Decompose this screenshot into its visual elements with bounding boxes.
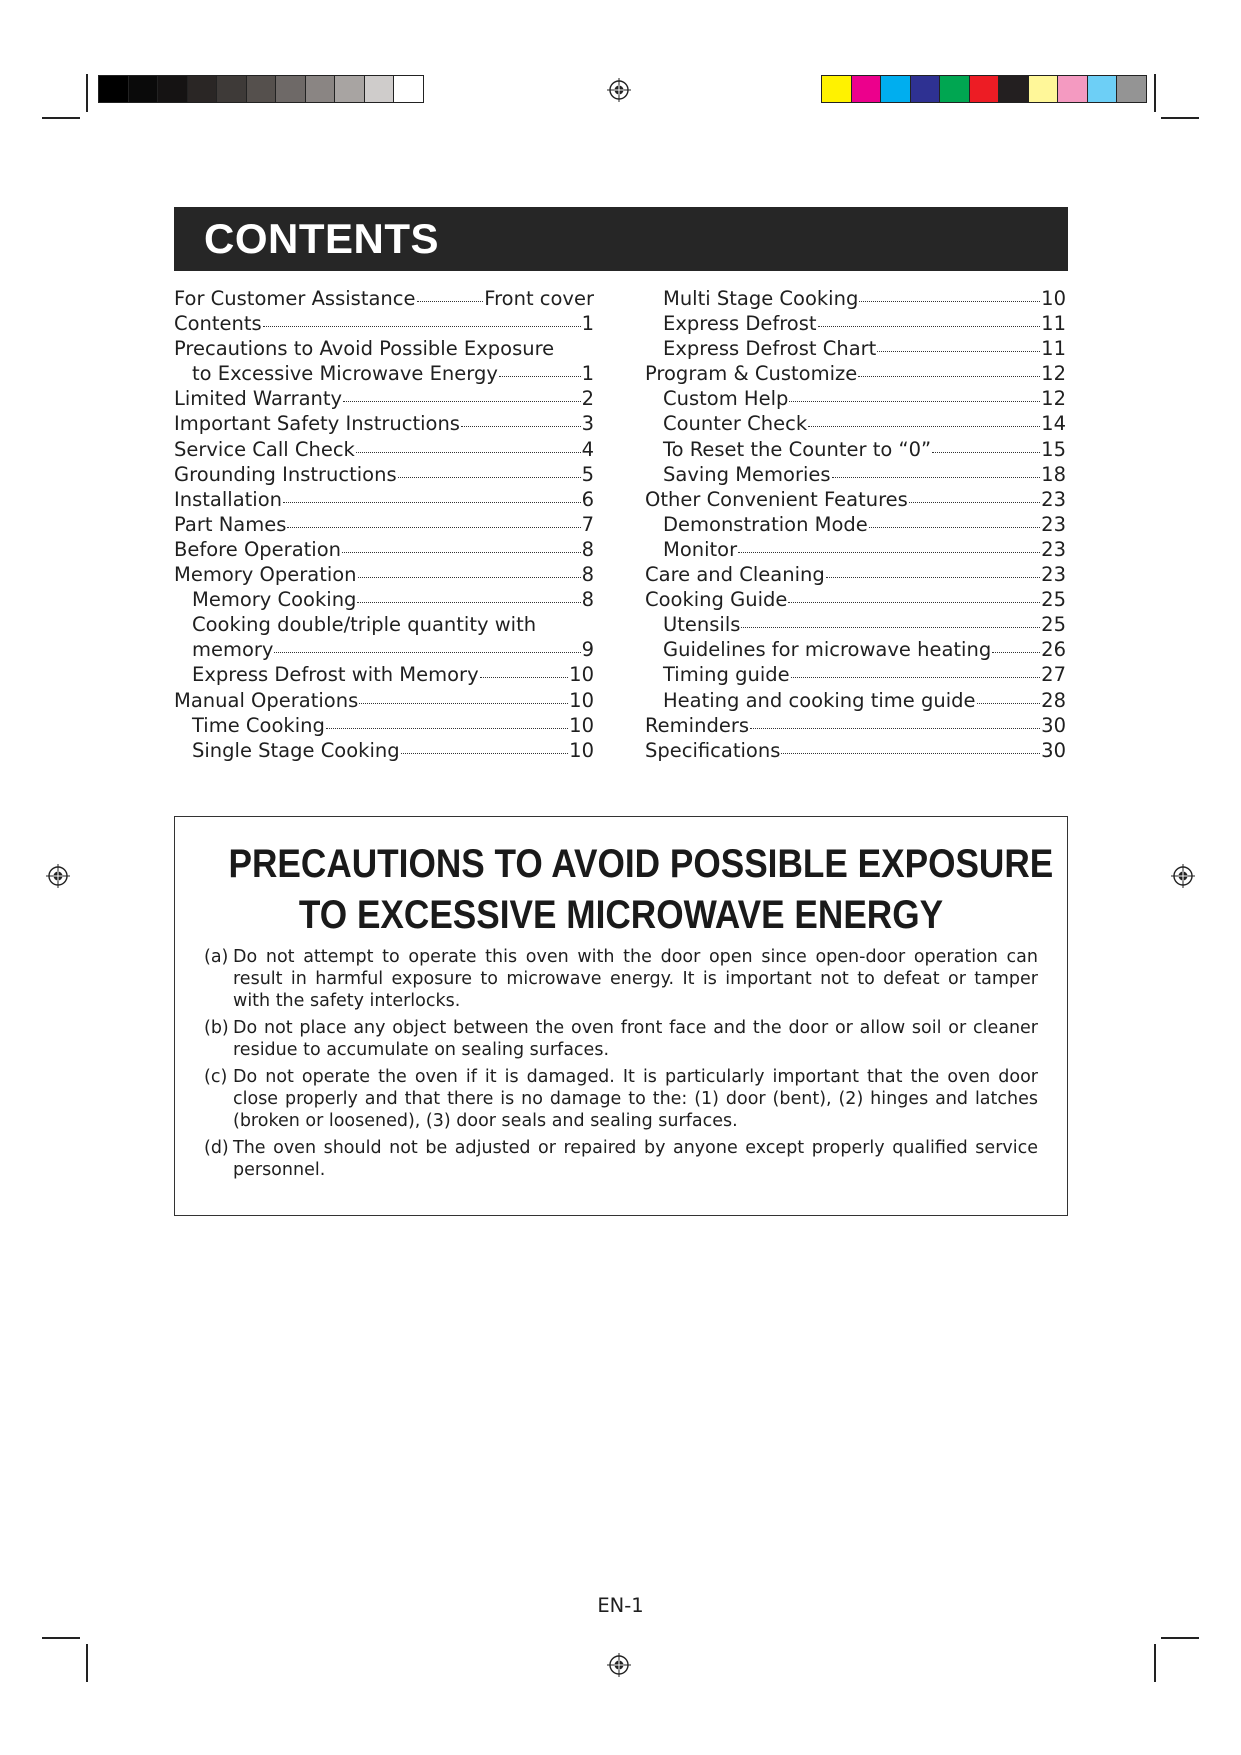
toc-entry-page: 8 [581,537,594,561]
toc-leader-dots [480,677,569,678]
toc-leader-dots [326,728,568,729]
toc-entry-page: 10 [569,663,594,687]
toc-entry-label: Manual Operations [174,688,359,712]
toc-entry-page: 2 [581,387,594,411]
precaution-key: (c) [204,1067,228,1087]
toc-entry-label: memory [192,638,274,662]
precaution-key: (b) [204,1018,229,1038]
toc-entry [174,613,594,638]
toc-entry [174,387,594,412]
toc-entry-page: 10 [569,738,594,762]
toc-entry-page: 4 [581,437,594,461]
toc-entry-label: Express Defrost [663,312,817,336]
color-swatch [970,76,1000,102]
color-swatch [999,76,1029,102]
toc-leader-dots [356,452,581,453]
crop-mark [86,1644,88,1682]
toc-entry-label: Before Operation [174,537,341,561]
toc-entry-page: 1 [581,362,594,386]
toc-entry-page: 25 [1041,588,1066,612]
toc-entry-label: Part Names [174,512,287,536]
toc-leader-dots [877,351,1040,352]
color-swatch [217,76,247,102]
toc-entry [174,362,594,387]
toc-entry [645,463,1066,488]
precaution-item [204,1017,1038,1061]
toc-entry-label: Precautions to Avoid Possible Exposure [174,337,555,361]
toc-leader-dots [398,477,581,478]
toc-entry [174,312,594,337]
toc-entry [174,463,594,488]
toc-entry-page: 28 [1041,688,1066,712]
precaution-item [204,946,1038,1012]
toc-entry [645,488,1066,513]
toc-entry-page: 7 [581,512,594,536]
toc-entry-page: 11 [1041,312,1066,336]
toc-entry-page: 30 [1041,713,1066,737]
toc-entry-label: Express Defrost Chart [663,337,877,361]
toc-entry-page: 10 [569,688,594,712]
color-swatch [1029,76,1059,102]
toc-entry [645,714,1066,739]
toc-entry-page: 8 [581,563,594,587]
contents-heading: CONTENTS [174,207,1068,271]
toc-entry-label: Program & Customize [645,362,858,386]
registration-mark-icon [1171,864,1195,888]
toc-entry-page: 5 [581,462,594,486]
toc-right-column [645,287,1066,764]
toc-entry-page: 12 [1041,362,1066,386]
toc-entry [645,412,1066,437]
toc-entry-page: 1 [581,312,594,336]
toc-entry-label: Service Call Check [174,437,355,461]
toc-entry [174,689,594,714]
toc-entry-label: Utensils [663,613,741,637]
toc-entry [645,613,1066,638]
toc-entry-page: 9 [581,638,594,662]
toc-leader-dots [781,753,1040,754]
toc-entry-page: 23 [1041,537,1066,561]
toc-entry-label: Time Cooking [192,713,325,737]
precaution-item [204,1137,1038,1181]
color-swatch [852,76,882,102]
toc-entry [645,287,1066,312]
toc-leader-dots [992,652,1040,653]
color-swatch [1058,76,1088,102]
toc-leader-dots [818,326,1041,327]
color-swatch [129,76,159,102]
toc-entry-page: 11 [1041,337,1066,361]
toc-entry-label: Other Convenient Features [645,487,908,511]
toc-entry [645,337,1066,362]
precautions-title [228,839,1054,941]
toc-leader-dots [342,552,581,553]
toc-entry [174,412,594,437]
precaution-text: Do not place any object between the oven front face and the door or allow soil or cleaner residue to accumulate on sealing surfaces. [233,1018,1038,1060]
color-swatch [1088,76,1118,102]
toc-entry-label: Custom Help [663,387,789,411]
toc-leader-dots [859,301,1040,302]
precautions-box [174,816,1068,1216]
toc-entry-label: Express Defrost with Memory [192,663,479,687]
color-swatch [881,76,911,102]
color-swatch [306,76,336,102]
toc-entry-label: Care and Cleaning [645,563,825,587]
toc-leader-dots [499,376,581,377]
precaution-key: (a) [204,947,229,967]
toc-entry-label: to Excessive Microwave Energy [192,362,498,386]
toc-entry [645,638,1066,663]
toc-leader-dots [263,326,581,327]
toc-leader-dots [977,703,1041,704]
toc-entry [174,739,594,764]
toc-leader-dots [858,376,1040,377]
toc-entry-label: Memory Operation [174,563,357,587]
color-swatch [365,76,395,102]
color-swatch [335,76,365,102]
toc-leader-dots [909,502,1040,503]
toc-leader-dots [791,677,1041,678]
toc-leader-dots [358,577,581,578]
toc-entry-label: Heating and cooking time guide [663,688,976,712]
registration-mark-icon [607,1653,631,1677]
toc-leader-dots [357,602,580,603]
toc-entry-page: Front cover [484,287,594,310]
precaution-text: The oven should not be adjusted or repaired by anyone except properly qualified service personnel. [233,1138,1038,1180]
color-swatch [1117,76,1146,102]
toc-leader-dots [359,703,568,704]
toc-entry-label: Limited Warranty [174,387,343,411]
toc-entry-label: Reminders [645,713,749,737]
crop-mark [1154,74,1156,112]
toc-entry [174,588,594,613]
toc-leader-dots [789,401,1040,402]
color-swatch [99,76,129,102]
registration-mark-icon [607,78,631,102]
precaution-item [204,1066,1038,1132]
registration-mark-icon [46,864,70,888]
toc-entry [645,739,1066,764]
toc-leader-dots [741,627,1040,628]
crop-mark [86,74,88,112]
page-number: EN-1 [597,1594,644,1617]
toc-entry-page: 12 [1041,387,1066,411]
color-swatch [158,76,188,102]
toc-entry [174,513,594,538]
crop-mark [42,1637,80,1639]
toc-entry-label: Installation [174,487,283,511]
precautions-list [204,946,1038,1186]
toc-entry-label: To Reset the Counter to “0” [663,437,932,461]
toc-entry [645,538,1066,563]
toc-entry-label: Guidelines for microwave heating [663,638,992,662]
color-swatch [247,76,277,102]
toc-leader-dots [274,652,580,653]
toc-entry-label: Demonstration Mode [663,512,868,536]
precaution-text: Do not operate the oven if it is damaged. It is particularly important that the oven door close properly and that there is no damage to the: (1) door (bent), (2) hinges and latches (broken or loosened), (3) door seals and sealing surfaces. [233,1067,1038,1131]
toc-leader-dots [401,753,569,754]
toc-entry-label: Timing guide [663,663,790,687]
toc-leader-dots [788,602,1040,603]
color-swatch [940,76,970,102]
toc-entry-label: Single Stage Cooking [192,738,400,762]
toc-entry [645,588,1066,613]
toc-leader-dots [461,426,581,427]
toc-leader-dots [750,728,1040,729]
toc-entry-page: 30 [1041,738,1066,762]
toc-leader-dots [808,426,1040,427]
toc-entry [174,488,594,513]
toc-entry [174,663,594,688]
toc-entry [174,337,594,362]
toc-entry [645,438,1066,463]
toc-entry-label: Contents [174,312,262,336]
toc-leader-dots [283,502,581,503]
toc-entry-label: For Customer Assistance [174,287,416,310]
toc-entry-page: 15 [1041,437,1066,461]
toc-entry [645,663,1066,688]
grayscale-calibration-bar [98,75,424,103]
toc-entry-page: 10 [1041,287,1066,310]
toc-entry-page: 10 [569,713,594,737]
toc-entry-label: Memory Cooking [192,588,357,612]
toc-entry-page: 23 [1041,563,1066,587]
color-swatch [911,76,941,102]
toc-entry [645,362,1066,387]
toc-entry-page: 6 [581,487,594,511]
color-calibration-bar [821,75,1147,103]
toc-left-column [174,287,594,764]
toc-entry [645,387,1066,412]
toc-entry-page: 18 [1041,462,1066,486]
toc-entry-label: Counter Check [663,412,808,436]
toc-entry-label: Multi Stage Cooking [663,287,859,310]
toc-leader-dots [832,477,1041,478]
toc-leader-dots [932,452,1040,453]
toc-entry [174,714,594,739]
precautions-title-line: PRECAUTIONS TO AVOID POSSIBLE EXPOSURE [228,842,1054,886]
toc-entry-page: 23 [1041,487,1066,511]
toc-leader-dots [287,527,580,528]
crop-mark [1161,1637,1199,1639]
toc-entry-label: Cooking double/triple quantity with [192,613,537,637]
toc-leader-dots [826,577,1040,578]
toc-entry-label: Grounding Instructions [174,462,397,486]
toc-entry [645,312,1066,337]
toc-entry [645,513,1066,538]
toc-entry-page: 26 [1041,638,1066,662]
toc-entry [174,287,594,312]
toc-entry [174,438,594,463]
crop-mark [1161,117,1199,119]
toc-entry-page: 8 [581,588,594,612]
toc-entry [174,538,594,563]
toc-entry [174,638,594,663]
toc-leader-dots [343,401,580,402]
toc-entry-page: 27 [1041,663,1066,687]
toc-leader-dots [869,527,1040,528]
color-swatch [188,76,218,102]
precaution-key: (d) [204,1138,229,1158]
precautions-title-line: TO EXCESSIVE MICROWAVE ENERGY [298,893,944,937]
toc-leader-dots [738,552,1040,553]
toc-entry-label: Monitor [663,537,738,561]
toc-entry-page: 25 [1041,613,1066,637]
toc-entry-label: Saving Memories [663,462,831,486]
toc-entry-label: Cooking Guide [645,588,788,612]
toc-entry-page: 14 [1041,412,1066,436]
crop-mark [1154,1644,1156,1682]
toc-entry-page: 23 [1041,512,1066,536]
color-swatch [394,76,423,102]
toc-entry [174,563,594,588]
toc-leader-dots [417,301,484,302]
color-swatch [822,76,852,102]
toc-entry [645,563,1066,588]
toc-entry-label: Important Safety Instructions [174,412,460,436]
toc-entry [645,689,1066,714]
precaution-text: Do not attempt to operate this oven with the door open since open-door operation can result in harmful exposure to microwave energy. It is important not to defeat or tamper with the safety interlocks. [233,947,1038,1011]
color-swatch [276,76,306,102]
toc-entry-page: 3 [581,412,594,436]
toc-entry-label: Specifications [645,738,781,762]
crop-mark [42,117,80,119]
